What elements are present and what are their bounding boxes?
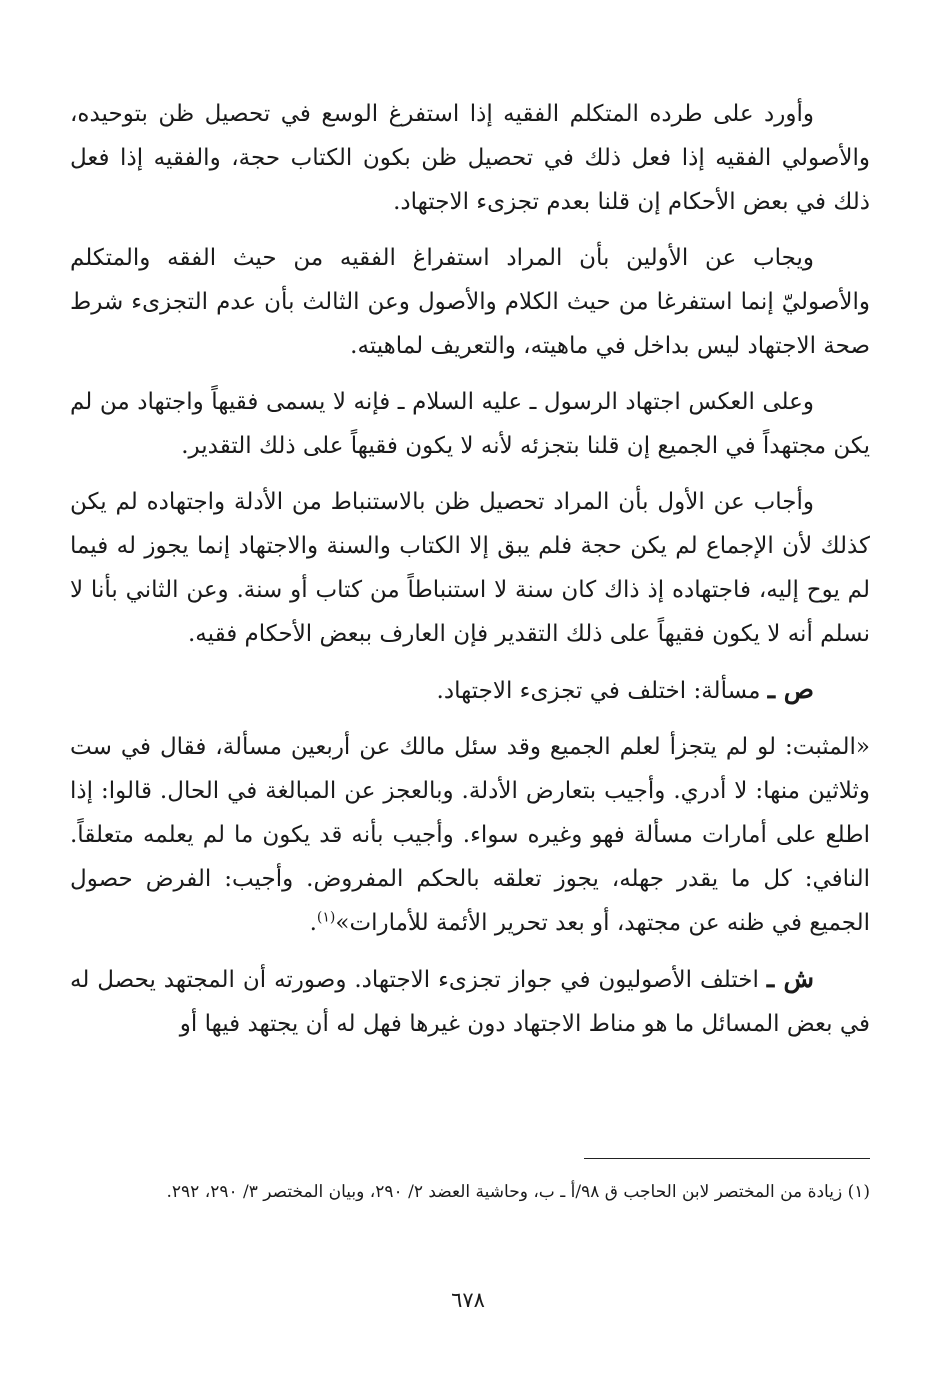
commentary-paragraph [70,957,870,1046]
quote-end: . [309,910,317,936]
paragraph-response-1: ويجاب عن الأولين بأن المراد استفراغ الفقيه من حيث الفقه والمتكلم والأصوليّ إنما استفرغا من حيث الكلام والأصول وعن الثالث بأن عدم التجزىء شرط صحة الاجتهاد ليس بداخل في ماهيته، والتعريف لماهيته. [70,245,870,359]
quote-text: «المثبت: لو لم يتجزأ لعلم الجميع وقد سئل مالك عن أربعين مسألة، فقال في ست وثلاثين منها: لا أدري. وأجيب بتعارض الأدلة. وبالعجز عن المبالغة في الحال. قالوا: إذا اطلع على أمارات مسألة فهو وغيره سواء. وأجيب بأنه قد يكون ما لم يعلمه متعلقاً. النافي: كل ما يقدر جهله، يجوز تعلقه بالحكم المفروض. وأجيب: الفرض حصول الجميع في ظنه عن مجتهد، أو بعد تحرير الأئمة للأمارات» [70,734,870,936]
page-number: ٦٧٨ [451,1288,485,1312]
paragraph-reverse-objection: وعلى العكس اجتهاد الرسول ـ عليه السلام ـ فإنه لا يسمى فقيهاً واجتهاد من لم يكن مجتهداً في الجميع إن قلنا بتجزئه لأنه لا يكون فقيهاً على ذلك التقدير. [70,389,870,459]
quote-paragraph [70,725,870,945]
page-body [70,92,870,1058]
paragraph-objection: وأورد على طرده المتكلم الفقيه إذا استفرغ الوسع في تحصيل ظن بتوحيده، والأصولي الفقيه إذا فعل ذلك في تحصيل ظن بكون الكتاب حجة، والفقيه إذا فعل ذلك في بعض الأحكام إن قلنا بعدم تجزىء الاجتهاد. [70,101,870,215]
sad-marker: ص ـ [767,675,814,704]
footnote-divider [584,1158,870,1159]
issue-heading-text: مسألة: اختلف في تجزىء الاجتهاد. [436,678,761,704]
paragraph-response-2: وأجاب عن الأول بأن المراد تحصيل ظن بالاستنباط من الأدلة واجتهاده لم يكن كذلك لأن الإجماع لم يكن حجة فلم يبق إلا الكتاب والسنة والاجتهاد إنما يجوز له فيما لم يوح إليه، فاجتهاده إذ ذاك كان سنة لا استنباطاً من كتاب أو سنة. وعن الثاني بأنا لا نسلم أنه لا يكون فقيهاً على ذلك التقدير فإن العارف ببعض الأحكام فقيه. [70,489,870,647]
shin-marker: ش ـ [766,964,814,993]
commentary-text: اختلف الأصوليون في جواز تجزىء الاجتهاد. وصورته أن المجتهد يحصل له في بعض المسائل ما هو مناط الاجتهاد دون غيرها فهل له أن يجتهد فيها أو [70,967,870,1037]
footnote: (١) زيادة من المختصر لابن الحاجب ق ٩٨/أ ـ ب، وحاشية العضد ٢/ ٢٩٠، وبيان المختصر ٣/ ٢٩٠، ٢٩٢. [166,1182,870,1202]
footnote-reference[interactable]: (١) [316,909,336,926]
issue-heading [70,668,870,713]
